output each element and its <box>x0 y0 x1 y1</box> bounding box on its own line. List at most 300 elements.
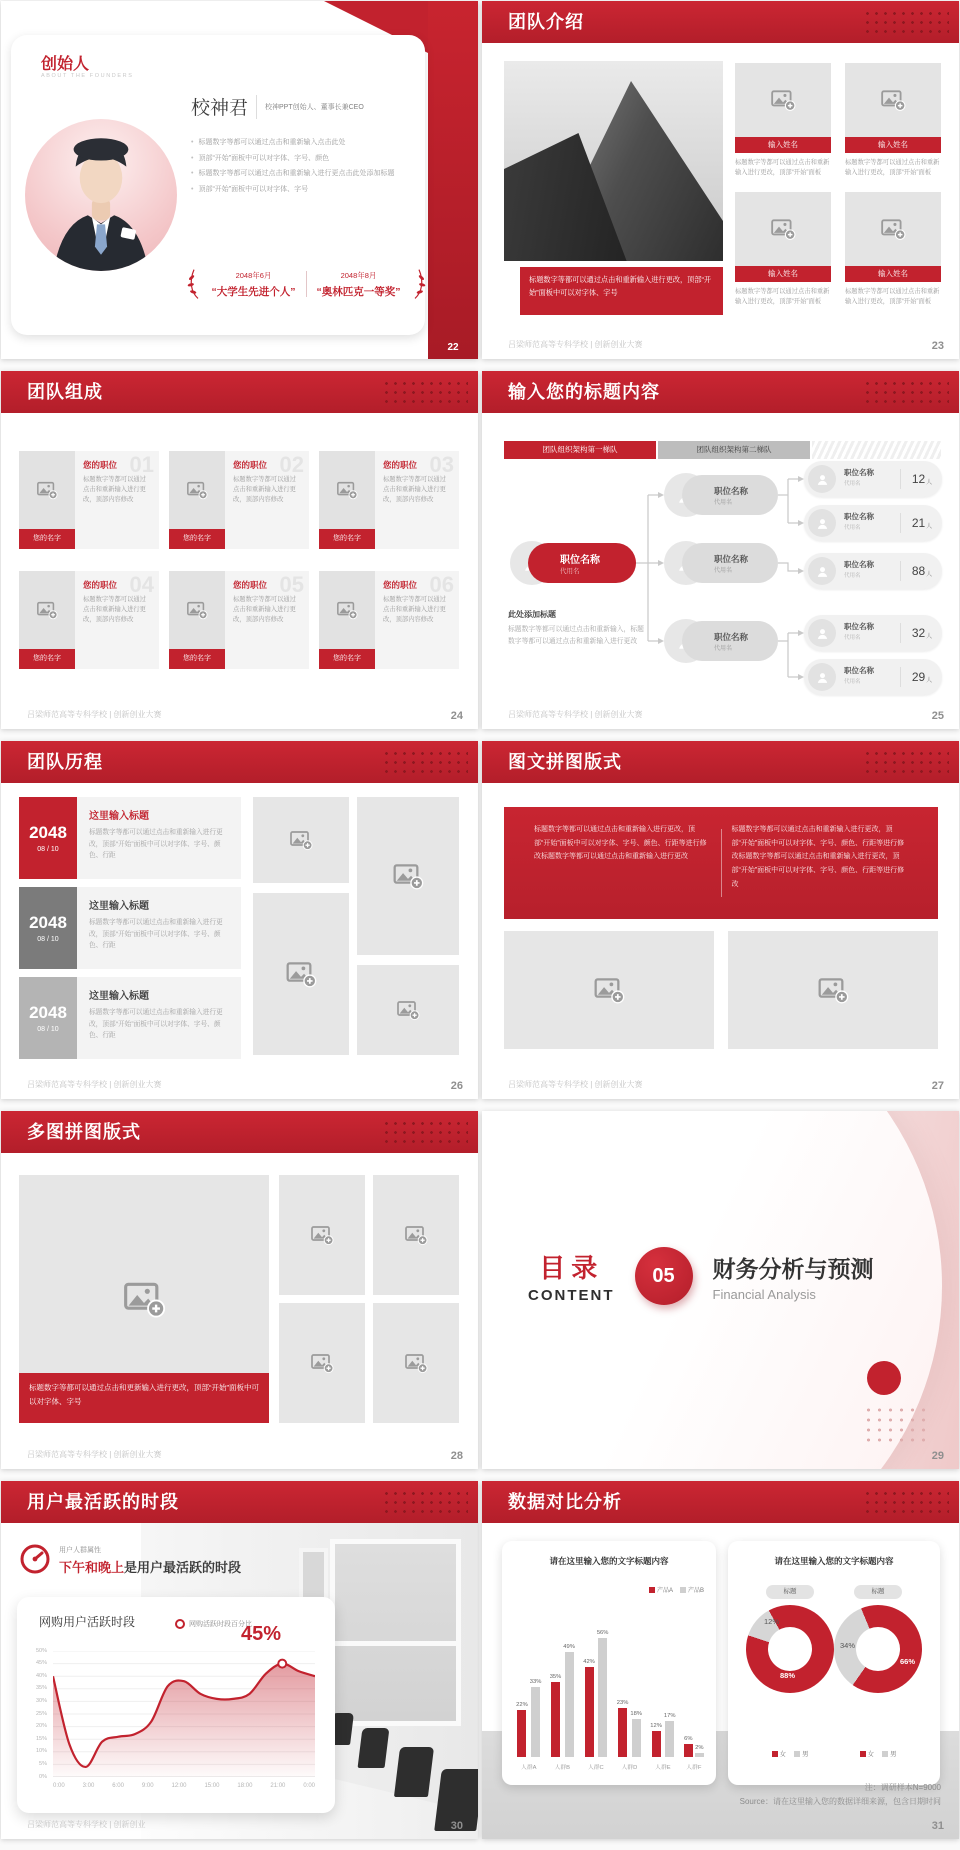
hatch-strip <box>812 441 941 459</box>
org-node-leaf <box>804 615 942 651</box>
red-text-panel <box>504 807 938 919</box>
divider <box>900 513 901 533</box>
slide-title: 多图拼图版式 <box>27 1122 141 1142</box>
laurel-icon <box>411 267 427 301</box>
dot-pattern <box>382 379 468 405</box>
org-node-body <box>682 543 778 583</box>
headcount-value: 32 <box>911 626 926 640</box>
note-body: 标题数字等都可以通过点击和重新输入，标题数字等都可以通过点击和重新输入进行更改 <box>508 626 644 645</box>
section-heading: 财务分析与预测 <box>712 1255 874 1282</box>
card-image-column <box>169 571 225 669</box>
position-name: 职位名称 <box>560 555 600 566</box>
timeline-heading: 这里输入标题 <box>89 991 149 1002</box>
position-name: 职位名称 <box>844 560 874 569</box>
headline-emphasis: 下午和晚上 <box>59 1560 125 1575</box>
headcount <box>906 659 938 695</box>
role-card <box>169 451 309 549</box>
legend-marker-icon <box>175 1619 185 1629</box>
slide-title: 团队历程 <box>27 752 103 772</box>
role-title: 您的职位 <box>83 580 118 590</box>
bar <box>652 1731 661 1757</box>
image-placeholder-icon <box>19 571 75 649</box>
page-number: 28 <box>450 1450 463 1462</box>
divider <box>900 623 901 643</box>
header-bar <box>482 1481 959 1523</box>
legend-label: 产品A <box>656 1588 673 1594</box>
bullet-item: • 标题数字等都可以通过点击和重新输入进行更点击此处添加标题 <box>191 168 423 181</box>
image-placeholder-icon <box>253 797 349 883</box>
role-desc: 标题数字等都可以通过点击和重新输入进行更改，顶部内容修改 <box>383 476 446 504</box>
org-node-body <box>844 467 874 487</box>
dot-pattern <box>382 749 468 775</box>
bar-column <box>516 1702 528 1757</box>
member-desc: 标题数字等都可以通过点击和重新输入进行更改，顶部“开始”面板 <box>735 159 830 177</box>
founder-photo <box>25 119 177 271</box>
card-text <box>75 451 159 549</box>
header-bar <box>482 741 959 783</box>
role-title: 您的职位 <box>383 460 418 470</box>
note-block <box>508 609 650 648</box>
award-date: 2048年6月 <box>235 270 272 280</box>
gauge-icon <box>19 1543 51 1575</box>
bar-column <box>684 1736 693 1757</box>
slide-27-image-text-layout[interactable] <box>482 741 959 1099</box>
bar <box>684 1744 693 1757</box>
slide-subtitle: ABOUT THE FOUNDERS <box>41 73 134 79</box>
x-axis-labels: 0:00 3:00 6:00 9:00 12:00 15:00 18:00 21:00 0:00 <box>53 1783 315 1789</box>
header-bar <box>1 741 478 783</box>
legend-item <box>860 1749 875 1758</box>
image-placeholder-icon <box>169 451 225 529</box>
bar-value-label: 6% <box>684 1736 693 1743</box>
header-bar <box>1 371 478 413</box>
dot-pattern <box>863 9 949 35</box>
bar-chart-card <box>502 1541 716 1785</box>
category-label: 人群C <box>587 1765 604 1771</box>
tab-first-echelon: 团队组织架构第一梯队 <box>504 441 656 459</box>
legend-swatch <box>882 1751 888 1757</box>
category-label: 人群D <box>621 1765 638 1771</box>
page-number: 30 <box>450 1820 463 1832</box>
footer-text: 吕梁师范高等专科学校 | 创新创业大赛 <box>508 1080 643 1089</box>
bar-group <box>550 1629 575 1771</box>
timeline-body: 标题数字等都可以通过点击和重新输入进行更改，顶部“开始”面板中可以对字体、字号、颜色、行距 <box>89 829 223 860</box>
timeline-panel <box>77 797 241 879</box>
grouped-bar-chart <box>512 1601 708 1771</box>
image-placeholder-icon <box>319 451 375 529</box>
note-line: Source：请在这里输入您的数据详细来源，包含日期时间 <box>739 1797 941 1807</box>
award-title: “大学生先进个人” <box>211 285 296 298</box>
headcount <box>906 615 938 651</box>
slide-23-team-intro[interactable] <box>482 1 959 359</box>
position-name: 职位名称 <box>844 468 874 477</box>
chart-title: 网购用户活跃时段 <box>39 1615 136 1629</box>
headcount-value: 12 <box>911 472 926 486</box>
member-cards-grid <box>735 63 941 307</box>
position-name: 职位名称 <box>714 553 749 564</box>
donut-legend <box>746 1749 834 1758</box>
image-placeholder-icon <box>373 1175 459 1295</box>
name-button: 输入姓名 <box>845 137 941 153</box>
footer-text: 吕梁师范高等专科学校 | 创新创业大赛 <box>508 710 643 719</box>
page-number: 24 <box>450 710 463 722</box>
bar-value-label: 56% <box>596 1629 609 1636</box>
timeline-item <box>19 977 241 1059</box>
panel-text-column: 标题数字等都可以通过点击和重新输入进行更改，顶部“开始”面板中可以对字体、字号、颜色、行距等进行修改标题数字等都可以通过点击和重新输入进行更改，顶部“开始”面板中可以对字体、字号、颜色、行距等进行修改 <box>731 826 905 888</box>
card-image-column <box>319 451 375 549</box>
member-desc: 标题数字等都可以通过点击和重新输入进行更改，顶部“开始”面板 <box>735 288 830 306</box>
image-placeholder-icon <box>19 451 75 529</box>
legend-item <box>680 1585 704 1594</box>
role-title: 您的职位 <box>383 580 418 590</box>
bar-value-label: 35% <box>549 1674 562 1681</box>
date: 08 / 10 <box>37 1026 59 1033</box>
donut-label-pill: 标题 <box>854 1585 902 1599</box>
image-placeholder-icon <box>728 931 938 1049</box>
timeline-body: 标题数字等都可以通过点击和重新输入进行更改，顶部“开始”面板中可以对字体、字号、颜色、行距 <box>89 1009 223 1040</box>
bar-value-label: 23% <box>616 1699 629 1706</box>
dot-pattern <box>863 1405 929 1445</box>
slide-title: 图文拼图版式 <box>508 752 622 772</box>
page-number: 27 <box>931 1080 944 1092</box>
bar <box>585 1667 594 1757</box>
dot-pattern <box>863 749 949 775</box>
slide-24-team-composition[interactable] <box>1 371 478 729</box>
headline-rest: 是用户最活跃的时段 <box>124 1560 242 1575</box>
card-image-column <box>169 451 225 549</box>
role-card <box>19 571 159 669</box>
org-node-body <box>528 543 636 583</box>
slide-28-multi-image-layout[interactable] <box>1 1111 478 1469</box>
header-bar <box>1 1111 478 1153</box>
bar <box>695 1753 704 1757</box>
bar-value-label: 22% <box>516 1702 528 1709</box>
dot-pattern <box>863 379 949 405</box>
member-desc: 标题数字等都可以通过点击和重新输入进行更改，顶部“开始”面板 <box>845 288 940 306</box>
page-number: 23 <box>931 340 944 352</box>
headcount-unit: 人 <box>926 633 933 640</box>
year: 2048 <box>29 1003 67 1022</box>
timeline-panel <box>77 887 241 969</box>
member-card <box>735 192 831 307</box>
year: 2048 <box>29 823 67 842</box>
bar-column <box>563 1644 575 1757</box>
page-number: 29 <box>931 1450 944 1462</box>
photo-caption: 标题数字等都可以通过点击和更新输入进行更改，顶部“开始”面板中可以对字体、字号 <box>19 1373 269 1423</box>
name-button: 输入姓名 <box>735 137 831 153</box>
dot-pattern <box>382 1119 468 1145</box>
bar-column <box>550 1674 562 1757</box>
footer-text: 吕梁师范高等专科学校 | 创新创业大赛 <box>27 710 162 719</box>
headcount-value: 88 <box>911 564 926 578</box>
image-placeholder-icon <box>373 1303 459 1423</box>
role-card <box>169 571 309 669</box>
org-node-body <box>682 475 778 515</box>
org-node-root <box>510 541 636 585</box>
org-node-mid <box>664 473 778 517</box>
card-image-column <box>319 571 375 669</box>
card-text <box>75 571 159 669</box>
role-title: 您的职位 <box>233 460 268 470</box>
name-button: 您的名字 <box>319 529 375 549</box>
bar-value-label: 42% <box>583 1659 595 1666</box>
legend-label: 网购活跃时段百分比 <box>189 1621 252 1628</box>
name-button: 您的名字 <box>169 649 225 669</box>
card-number: 02 <box>279 452 304 477</box>
toc-block <box>528 1248 615 1304</box>
chair <box>394 1747 434 1797</box>
laurel-icon <box>186 267 202 301</box>
card-image-column <box>19 571 75 669</box>
headcount-unit: 人 <box>926 677 933 684</box>
timeline-panel <box>77 977 241 1059</box>
member-card <box>845 192 941 307</box>
page-number: 31 <box>931 1820 944 1832</box>
role-desc: 标题数字等都可以通过点击和重新输入进行更改，顶部内容修改 <box>383 596 446 624</box>
person-icon <box>808 619 836 647</box>
timeline-heading: 这里输入标题 <box>89 811 149 822</box>
red-side-band <box>428 1 478 359</box>
category-label: 人群B <box>554 1765 571 1771</box>
bullet-item: • 顶部“开始”面板中可以对字体、字号 <box>191 184 423 197</box>
bar <box>598 1638 607 1757</box>
category-label: 人群F <box>686 1765 702 1771</box>
org-node-body <box>844 511 874 531</box>
line-chart-card <box>17 1597 335 1813</box>
footer-text: 吕梁师范高等专科学校 | 创新创业大赛 <box>27 1450 162 1459</box>
bar-value-label: 2% <box>695 1744 704 1751</box>
image-placeholder-icon <box>357 797 459 955</box>
image-placeholder-icon <box>504 931 714 1049</box>
role-card <box>19 451 159 549</box>
name-button: 您的名字 <box>319 649 375 669</box>
slide-title: 创始人 <box>41 56 90 73</box>
slide-25-org-chart[interactable] <box>482 371 959 729</box>
role-desc: 标题数字等都可以通过点击和重新输入进行更改，顶部内容修改 <box>233 476 296 504</box>
date: 08 / 10 <box>37 846 59 853</box>
headline <box>59 1557 241 1576</box>
peak-annotation: 45% <box>241 1623 282 1645</box>
bar <box>531 1687 540 1757</box>
card-number: 03 <box>429 452 454 477</box>
person-icon <box>808 557 836 585</box>
image-placeholder-icon <box>319 571 375 649</box>
awards-row <box>183 267 429 301</box>
slide-29-section-divider[interactable] <box>482 1111 959 1469</box>
placeholder-name: 代用名 <box>714 499 733 506</box>
panel-text-column: 标题数字等都可以通过点击和重新输入进行更改，顶部“开始”面板中可以对字体、字号、颜色、行距等进行修改标题数字等都可以通过点击和重新输入进行更改 <box>534 826 707 861</box>
headcount-value: 29 <box>911 670 926 684</box>
donut-legend <box>834 1749 922 1758</box>
award-title: “奥林匹克一等奖” <box>316 285 401 298</box>
name-button: 输入姓名 <box>845 266 941 282</box>
bar-value-label: 33% <box>529 1678 542 1685</box>
date: 08 / 10 <box>37 936 59 943</box>
placeholder-name: 代用名 <box>714 567 733 574</box>
bar <box>665 1721 674 1757</box>
line-chart-plot <box>53 1651 315 1777</box>
chart-title: 请在这里输入您的文字标题内容 <box>774 1556 894 1566</box>
slide-26-team-history[interactable] <box>1 741 478 1099</box>
card-text <box>225 571 309 669</box>
founder-name: 校神君 <box>191 98 249 119</box>
bar-column <box>617 1700 629 1757</box>
bar-value-label: 49% <box>563 1644 575 1651</box>
position-name: 职位名称 <box>844 622 874 631</box>
headcount-unit: 人 <box>926 571 933 578</box>
image-placeholder-icon <box>845 63 941 137</box>
timeline-date-box <box>19 887 77 969</box>
header-bar <box>1 1481 478 1523</box>
page-number: 25 <box>931 710 944 722</box>
image-placeholder-icon <box>279 1175 365 1295</box>
dot-pattern <box>382 1489 468 1515</box>
award-date: 2048年8月 <box>340 270 377 280</box>
position-name: 职位名称 <box>844 666 874 675</box>
org-node-leaf <box>804 659 942 695</box>
image-placeholder-icon <box>735 63 831 137</box>
year: 2048 <box>29 913 67 932</box>
legend-item <box>794 1749 809 1758</box>
legend-label: 男 <box>802 1751 809 1758</box>
bar <box>632 1719 641 1757</box>
divider <box>900 469 901 489</box>
divider <box>256 95 257 119</box>
category-label: 人群A <box>521 1765 537 1771</box>
bar <box>565 1652 574 1757</box>
role-card <box>319 571 459 669</box>
divider <box>900 561 901 581</box>
founder-name-row <box>191 93 364 120</box>
bar-column <box>664 1713 676 1757</box>
bar-column <box>597 1630 609 1757</box>
bar-group <box>684 1629 704 1771</box>
legend-swatch <box>794 1751 800 1757</box>
slide-22-founders[interactable] <box>1 1 478 359</box>
role-card <box>319 451 459 549</box>
footer-text: 吕梁师范高等专科学校 | 创新创业大赛 <box>508 340 643 349</box>
org-node-body <box>844 559 874 579</box>
image-placeholder-icon <box>357 965 459 1055</box>
org-node-mid <box>664 619 778 663</box>
slide-title: 团队组成 <box>27 382 103 402</box>
org-node-leaf <box>804 553 942 589</box>
person-icon <box>808 465 836 493</box>
bar <box>618 1708 627 1757</box>
position-name: 职位名称 <box>714 485 749 496</box>
legend-swatch <box>649 1587 655 1593</box>
image-placeholder-icon <box>845 192 941 266</box>
card-number: 04 <box>129 572 154 597</box>
placeholder-name: 代用名 <box>844 573 861 579</box>
bar-column <box>583 1659 595 1757</box>
legend-label: 男 <box>890 1751 897 1758</box>
placeholder-name: 代用名 <box>714 645 733 652</box>
placeholder-name: 代用名 <box>844 525 861 531</box>
image-placeholder-icon <box>169 571 225 649</box>
bar <box>517 1710 526 1757</box>
window-bar <box>335 1641 456 1646</box>
slide-30-active-hours[interactable] <box>1 1481 478 1839</box>
card-number: 01 <box>129 452 154 477</box>
slide-31-data-comparison[interactable] <box>482 1481 959 1839</box>
member-card <box>845 63 941 178</box>
timeline-date-box <box>19 797 77 879</box>
name-button: 您的名字 <box>19 649 75 669</box>
donut-chart-card <box>728 1541 940 1785</box>
timeline-heading: 这里输入标题 <box>89 901 149 912</box>
role-desc: 标题数字等都可以通过点击和重新输入进行更改，顶部内容修改 <box>83 596 146 624</box>
org-node-body <box>844 621 874 641</box>
kicker-text: 用户人群属性 <box>59 1547 101 1554</box>
bar-value-label: 18% <box>630 1710 642 1717</box>
chart-title: 请在这里输入您的文字标题内容 <box>549 1556 669 1566</box>
org-node-mid <box>664 541 778 585</box>
bullet-item: • 顶部“开始”面板中可以对字体、字号、颜色 <box>191 153 423 166</box>
headcount <box>906 505 938 541</box>
source-notes <box>740 1781 941 1810</box>
legend-swatch <box>772 1751 778 1757</box>
chair <box>358 1728 390 1768</box>
bar <box>551 1682 560 1757</box>
timeline-date-box <box>19 977 77 1059</box>
bullet-item: • 标题数字等都可以通过点击和重新输入点击此处 <box>191 137 423 150</box>
building-photo <box>504 61 723 261</box>
legend-item <box>649 1585 673 1594</box>
slide-title: 团队介绍 <box>508 12 584 32</box>
bar-group <box>583 1629 608 1771</box>
headcount-unit: 人 <box>926 523 933 530</box>
founder-role: 校神PPT创始人、董事长兼CEO <box>265 103 364 111</box>
founder-bullet-list <box>191 137 423 199</box>
bar-group <box>617 1629 642 1771</box>
member-card <box>735 63 831 178</box>
legend-swatch <box>860 1751 866 1757</box>
role-title: 您的职位 <box>83 460 118 470</box>
legend-swatch <box>680 1587 686 1593</box>
donut-value-label: 12% <box>764 1617 780 1626</box>
timeline-body: 标题数字等都可以通过点击和重新输入进行更改，顶部“开始”面板中可以对字体、字号、颜色、行距 <box>89 919 223 950</box>
section-title-row <box>528 1247 874 1305</box>
bar-group <box>650 1629 675 1771</box>
card-number: 06 <box>429 572 454 597</box>
slide-title: 数据对比分析 <box>508 1492 622 1512</box>
donut-value-label: 88% <box>780 1671 796 1680</box>
founder-card <box>11 35 425 335</box>
name-button: 您的名字 <box>169 529 225 549</box>
legend-item <box>772 1749 787 1758</box>
page-number: 22 <box>447 342 459 353</box>
person-icon <box>808 663 836 691</box>
card-text <box>225 451 309 549</box>
page-number: 26 <box>450 1080 463 1092</box>
placeholder-name: 代用名 <box>844 635 861 641</box>
donut-label-pill: 标题 <box>766 1585 814 1599</box>
headcount <box>906 553 938 589</box>
bar-value-label: 12% <box>650 1723 662 1730</box>
role-title: 您的职位 <box>233 580 268 590</box>
bar-column <box>695 1745 704 1757</box>
org-node-leaf <box>804 461 942 497</box>
org-node-body <box>844 665 874 685</box>
slide-title: 输入您的标题内容 <box>508 382 660 402</box>
member-desc: 标题数字等都可以通过点击和重新输入进行更改，顶部“开始”面板 <box>845 159 940 177</box>
placeholder-name: 代用名 <box>844 481 861 487</box>
role-desc: 标题数字等都可以通过点击和重新输入进行更改，顶部内容修改 <box>233 596 296 624</box>
header-bar <box>482 371 959 413</box>
legend-label: 产品B <box>687 1588 704 1594</box>
image-placeholder-icon <box>253 893 349 1055</box>
